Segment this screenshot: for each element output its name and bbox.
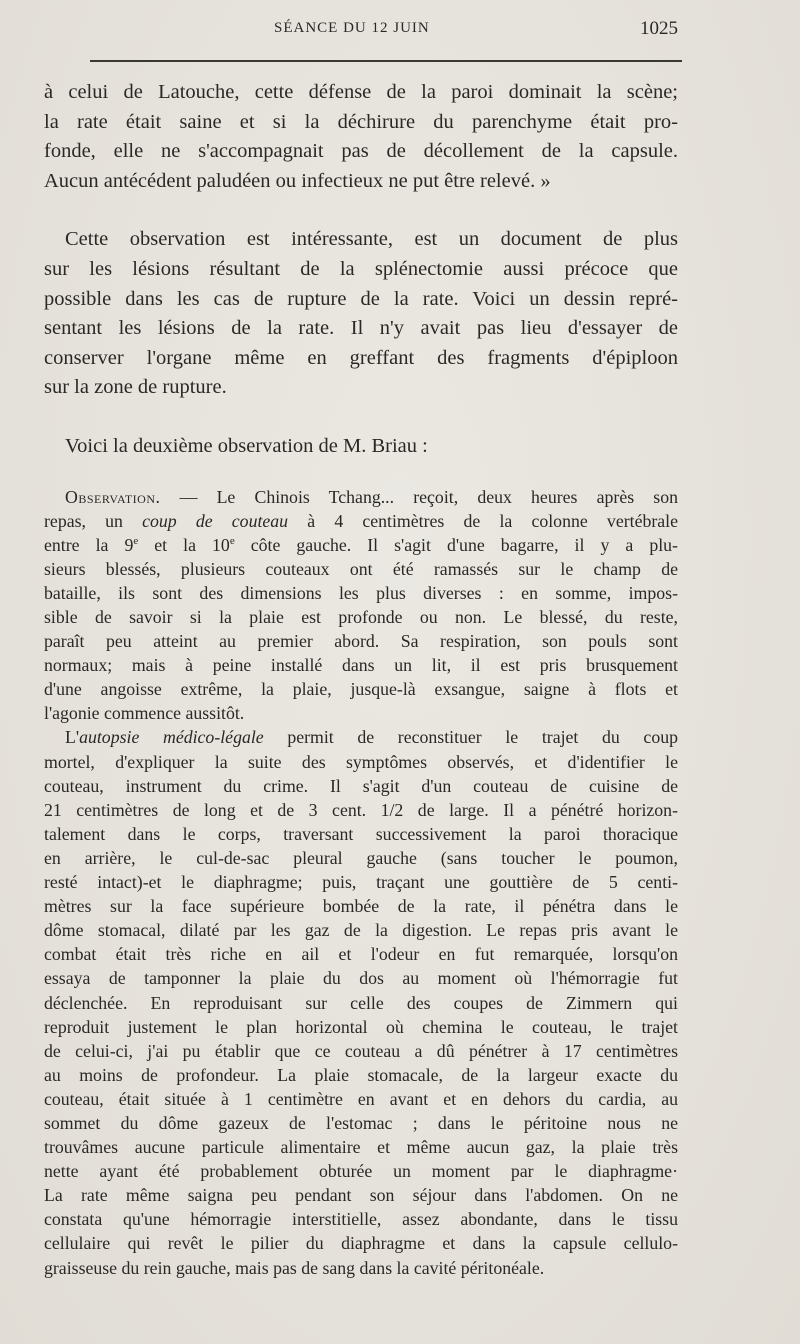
text-line: talement dans le corps, traversant successivement la paroi thoracique bbox=[44, 823, 678, 844]
text-line: 21 centimètres de long et de 3 cent. 1/2 de large. Il a pénétré horizon- bbox=[44, 799, 678, 820]
text-line: normaux; mais à peine installé dans un lit, il est pris brusquement bbox=[44, 655, 678, 676]
text-line: paraît peu atteint au premier abord. Sa respiration, son pouls sont bbox=[44, 631, 678, 652]
text-line: La rate même saigna peu pendant son séjour dans l'abdomen. On ne bbox=[44, 1185, 678, 1206]
text-line: nette ayant été probablement obturée un moment par le diaphragme· bbox=[44, 1161, 678, 1182]
spacer bbox=[44, 462, 678, 485]
text-line: sur la zone de rupture. bbox=[44, 376, 227, 399]
page-number: 1025 bbox=[640, 18, 678, 39]
text-line: sommet du dôme gazeux de l'estomac ; dans le péritoine nous ne bbox=[44, 1112, 678, 1133]
text-line: déclenchée. En reproduisant sur celle des coupes de Zimmern qui bbox=[44, 992, 678, 1013]
text-line: en arrière, le cul-de-sac pleural gauche (sans toucher le poumon, bbox=[44, 847, 678, 868]
text-run: entre la 9 bbox=[44, 534, 134, 555]
text-line: bataille, ils sont des dimensions les plus diverses : en somme, impos- bbox=[44, 582, 678, 603]
text-line: au moins de profondeur. La plaie stomacale, de la largeur exacte du bbox=[44, 1064, 678, 1085]
text-line: l'agonie commence aussitôt. bbox=[44, 703, 245, 724]
text-line: d'une angoisse extrême, la plaie, jusque-là exsangue, saigne à flots et bbox=[44, 679, 678, 700]
text-line: combat était très riche en ail et l'odeur en fut remarquée, lorsqu'on bbox=[44, 944, 678, 965]
italic-text: autopsie médico-légale bbox=[79, 727, 264, 748]
text-run: permit de reconstituer le trajet du coup bbox=[263, 727, 678, 748]
text-line: reproduit justement le plan horizontal où chemina le couteau, le trajet bbox=[44, 1016, 678, 1037]
text-line: couteau, instrument du crime. Il s'agit d'un couteau de cuisine de bbox=[44, 775, 678, 796]
text-run: et la 10 bbox=[138, 534, 230, 555]
italic-text: coup de couteau bbox=[142, 510, 289, 531]
text-run: à 4 centimètres de la colonne vertébrale bbox=[288, 510, 678, 531]
text-line: couteau, était située à 1 centimètre en avant et en dehors du cardia, au bbox=[44, 1088, 678, 1109]
text-line: Aucun antécédent paludéen ou infectieux ne put être relevé. » bbox=[44, 169, 551, 192]
text-run: — Le Chinois Tchang... reçoit, deux heures après son bbox=[160, 486, 678, 507]
text-line: trouvâmes aucune particule alimentaire et même aucun gaz, la plaie très bbox=[44, 1137, 678, 1158]
text-line: Voici la deuxième observation de M. Briau : bbox=[65, 434, 428, 457]
text-line: dôme stomacal, dilaté par les gaz de la digestion. Le repas pris avant le bbox=[44, 920, 678, 941]
text-line: sible de savoir si la plaie est profonde ou non. Le blessé, du reste, bbox=[44, 607, 678, 627]
text-line: conserver l'organe même en greffant des fragments d'épiploon bbox=[44, 346, 678, 369]
text-line: constata qu'une hémorragie interstitielle, assez abondante, dans le tissu bbox=[44, 1209, 678, 1230]
text-run: L' bbox=[65, 727, 80, 748]
paragraph-commentary bbox=[44, 225, 678, 403]
text-line: la rate était saine et si la déchirure du parenchyme était pro- bbox=[44, 110, 678, 133]
observation-label: Observation. bbox=[65, 486, 161, 507]
paragraph-quote-end bbox=[44, 78, 678, 196]
text-line: Cette observation est intéressante, est un document de plus bbox=[65, 228, 678, 251]
spacer bbox=[44, 403, 678, 432]
text-line: sentant les lésions de la rate. Il n'y avait pas lieu d'essayer de bbox=[44, 317, 678, 340]
text-run: côte gauche. Il s'agit d'une bagarre, il y a plu- bbox=[234, 534, 678, 555]
text-line: graisseuse du rein gauche, mais pas de sang dans la cavité péritonéale. bbox=[44, 1257, 545, 1278]
page-header bbox=[44, 18, 678, 48]
body-text bbox=[44, 78, 678, 1280]
observation-block bbox=[44, 485, 678, 1280]
superscript: e bbox=[229, 534, 235, 547]
spacer bbox=[44, 196, 678, 225]
observation-first-line bbox=[44, 485, 678, 509]
text-line bbox=[44, 509, 678, 533]
autopsy-first-line bbox=[44, 725, 678, 749]
header-rule bbox=[90, 60, 682, 62]
text-line: fonde, elle ne s'accompagnait pas de décollement de la capsule. bbox=[44, 140, 678, 163]
text-line: à celui de Latouche, cette défense de la paroi dominait la scène; bbox=[44, 81, 678, 103]
running-head: SÉANCE DU 12 JUIN bbox=[274, 20, 430, 36]
text-run: repas, un bbox=[44, 510, 143, 531]
text-line: resté intact)-et le diaphragme; puis, traçant une gouttière de 5 centi- bbox=[44, 872, 678, 893]
paragraph-intro-observation bbox=[44, 432, 678, 462]
text-line: possible dans les cas de rupture de la rate. Voici un dessin repré- bbox=[44, 287, 678, 310]
text-line: sieurs blessés, plusieurs couteaux ont été ramassés sur le champ de bbox=[44, 558, 678, 579]
text-line: essaya de tamponner la plaie du dos au moment où l'hémorragie fut bbox=[44, 968, 678, 989]
text-line bbox=[44, 533, 678, 557]
text-line: cellulaire qui revêt le pilier du diaphragme et dans la capsule cellulo- bbox=[44, 1233, 678, 1254]
text-line: de celui-ci, j'ai pu établir que ce couteau a dû pénétrer à 17 centimètres bbox=[44, 1040, 678, 1061]
text-line: sur les lésions résultant de la splénectomie aussi précoce que bbox=[44, 257, 678, 280]
superscript: e bbox=[133, 534, 139, 547]
text-line: mortel, d'expliquer la suite des symptômes observés, et d'identifier le bbox=[44, 751, 678, 772]
text-line: mètres sur la face supérieure bombée de la rate, il pénétra dans le bbox=[44, 896, 678, 917]
